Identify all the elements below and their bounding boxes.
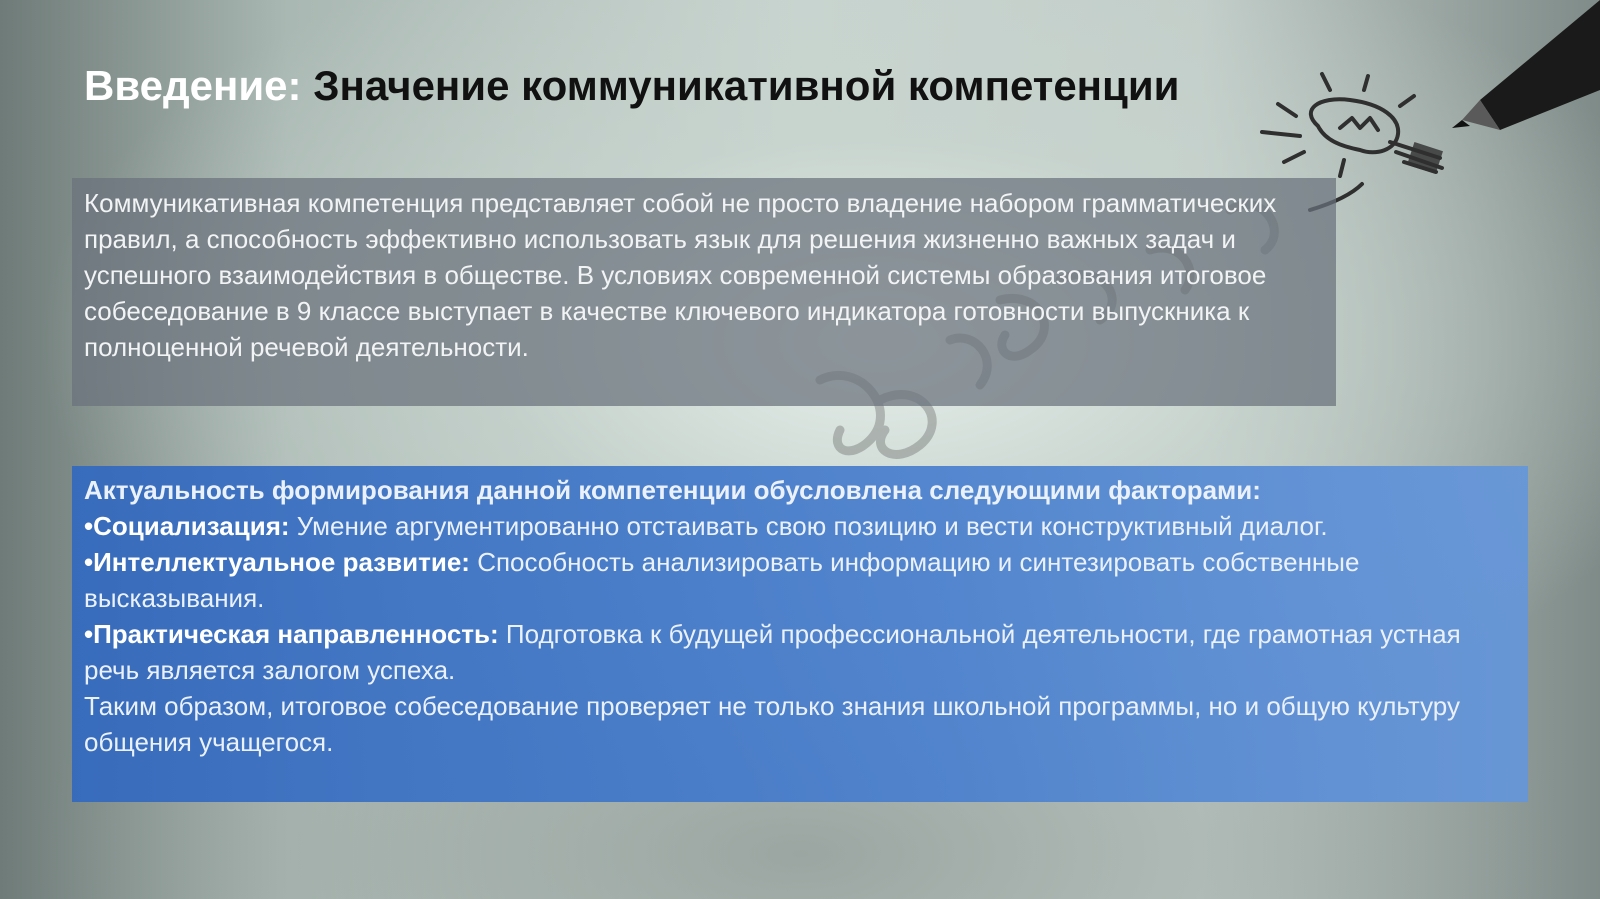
factor-label: •Социализация:: [84, 511, 290, 541]
conclusion-text: Таким образом, итоговое собеседование проверяет не только знания школьной программы, но и общую культуру общения учащегося.: [84, 691, 1460, 757]
factor-label: •Практическая направленность:: [84, 619, 499, 649]
intro-text: Коммуникативная компетенция представляет собой не просто владение набором грамматических правил, а способность эффективно использовать язык для решения жизненно важных задач и успешного взаимодействия в обществе. В условиях современной системы образования итоговое собеседование в 9 классе выступает в качестве ключевого индикатора готовности выпускника к полноценной речевой деятельности.: [84, 188, 1277, 362]
factors-heading: Актуальность формирования данной компетенции обусловлена следующими факторами:: [84, 475, 1261, 505]
factor-text: Способность анализировать информацию и синтезировать собственные высказывания.: [84, 547, 1360, 613]
factors-box: [72, 466, 1528, 802]
factor-item: [84, 544, 1516, 616]
intro-box: [72, 178, 1336, 406]
factor-label: •Интеллектуальное развитие:: [84, 547, 470, 577]
factor-text: Умение аргументированно отстаивать свою позицию и вести конструктивный диалог.: [296, 511, 1328, 541]
pen-icon: [1452, 0, 1600, 130]
factor-item: [84, 508, 1516, 544]
title-lead: Введение:: [84, 62, 302, 109]
slide-title: [84, 60, 1180, 112]
factor-text: Подготовка к будущей профессиональной деятельности, где грамотная устная речь является залогом успеха.: [84, 619, 1461, 685]
factor-item: [84, 616, 1516, 688]
title-main: Значение коммуникативной компетенции: [313, 62, 1180, 109]
